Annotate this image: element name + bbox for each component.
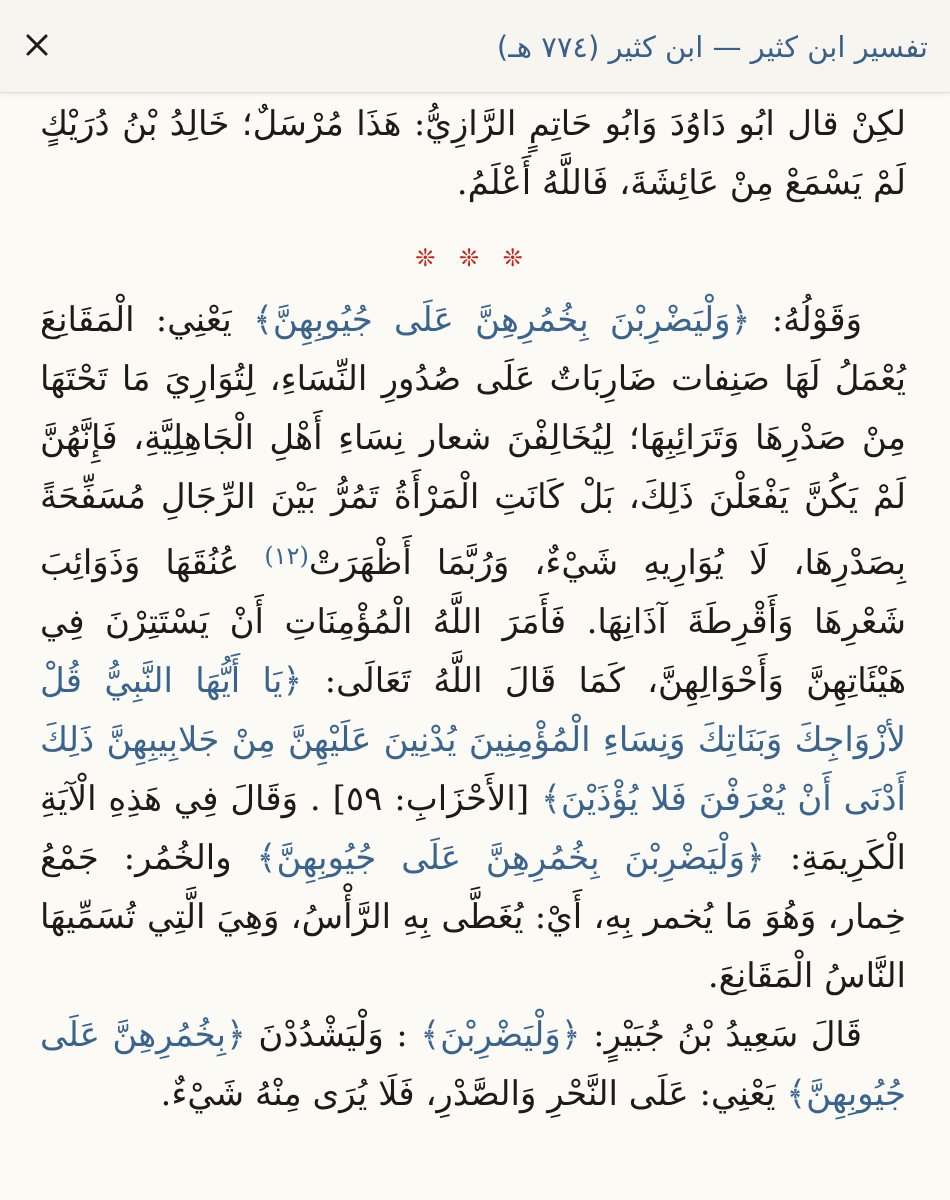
quran-verse-link[interactable]: ﴿بِخُمُرِهِنَّ عَلَى جُيُوبِهِنَّ﴾	[40, 1015, 906, 1114]
paragraph-saeed-quote	[40, 1006, 906, 1124]
text-segment: لكِنْ قال ابُو دَاوُدَ وَابُو حَاتِمٍ الرَّازِيُّ: هَذَا مُرْسَلٌ؛ خَالِدُ بْنُ دُرَيْكٍ لَمْ يَسْمَعْ مِنْ عَائِشَةَ، فَاللَّهُ أَعْلَمُ.	[40, 104, 906, 203]
section-separator: ❊ ❊ ❊	[415, 244, 531, 272]
text-segment: وَقَوْلُهُ:	[750, 300, 862, 340]
surah-reference: [الأَحْزَابِ: ٥٩]	[332, 779, 541, 819]
text-segment: قَالَ سَعِيدُ بْنُ جُبَيْرٍ:	[580, 1015, 863, 1055]
text-segment: عُنُقَهَا وَذَوَائِبَ شَعْرِهَا وَأَقْرِطَةَ آذَانِهَا. فَأَمَرَ اللَّهُ الْمُؤْمِنَاتِ أَنْ يَسْتَتِرْنَ فِي هَيْئَاتِهِنَّ وَأَحْوَالِهِنَّ، كَمَا قَالَ اللَّهُ تَعَالَى:	[40, 543, 907, 701]
text-segment: يَعْنِي: الْمَقَانِعَ يُعْمَلُ لَهَا صَنِفات ضَارِبَاتٌ عَلَى صُدُورِ النِّسَاءِ، لِتُوَارِيَ مَا تَحْتَهَا مِنْ صَدْرِهَا وَتَرَائِبِهَا؛ لِيُخَالِفْنَ شعار نِسَاءِ أَهْلِ الْجَاهِلِيَّةِ، فَإِنَّهُنَّ لَمْ يَكُنَّ يَفْعَلْنَ ذَلِكَ، بَلْ كَانَتِ الْمَرْأَةُ تَمُرُّ بَيْنَ الرِّجَالِ مُسَفِّحَةً بِصَدْرِهَا، لَا يُوَارِيهِ شَيْءٌ، وَرُبَّمَا أَظْهَرَتْ	[40, 300, 906, 583]
quran-verse-link[interactable]: ﴿يَا أَيُّهَا النَّبِيُّ قُلْ لأزْوَاجِكَ وَبَنَاتِكَ وَنِسَاءِ الْمُؤْمِنِينَ يُدْنِينَ عَلَيْهِنَّ مِنْ جَلابِيبِهِنَّ ذَلِكَ أَدْنَى أَنْ يُعْرَفْنَ فَلا يُؤْذَيْنَ﴾	[40, 661, 906, 819]
text-segment: يَعْنِي: عَلَى النَّحْرِ وَالصَّدْرِ، فَلَا يُرَى مِنْهُ شَيْءٌ.	[160, 1074, 787, 1114]
reader-content[interactable]	[0, 92, 950, 1200]
paragraph-tafsir	[40, 291, 906, 1006]
quran-verse-link[interactable]: ﴿وَلْيَضْرِبْنَ بِخُمُرِهِنَّ عَلَى جُيُوبِهِنَّ﴾	[256, 838, 765, 878]
text-segment: . وَقَالَ فِي هَذِهِ الْآيَةِ الْكَرِيمَةِ:	[40, 779, 906, 878]
top-bar	[0, 0, 950, 93]
text-segment: : وَلْيَشْدُدْنَ	[245, 1015, 421, 1055]
quran-verse-link[interactable]: ﴿وَلْيَضْرِبْنَ﴾	[420, 1015, 581, 1055]
close-icon-svg	[22, 30, 52, 60]
paragraph-chain-note	[40, 95, 906, 213]
close-icon[interactable]	[22, 30, 52, 60]
quran-verse-link[interactable]: ﴿وَلْيَضْرِبْنَ بِخُمُرِهِنَّ عَلَى جُيُوبِهِنَّ﴾	[252, 300, 751, 340]
text-segment: والخُمُر: جَمْعُ خِمار، وَهُوَ مَا يُخمر بِهِ، أَيْ: يُغَطَّى بِهِ الرَّأْسُ، وَهِيَ الَّتِي تُسَمِّيهَا النَّاسُ الْمَقَانِعَ.	[40, 838, 906, 996]
book-title: تفسير ابن كثير — ابن كثير (٧٧٤ هـ)	[496, 30, 928, 64]
footnote-marker[interactable]: (١٢)	[264, 542, 309, 570]
